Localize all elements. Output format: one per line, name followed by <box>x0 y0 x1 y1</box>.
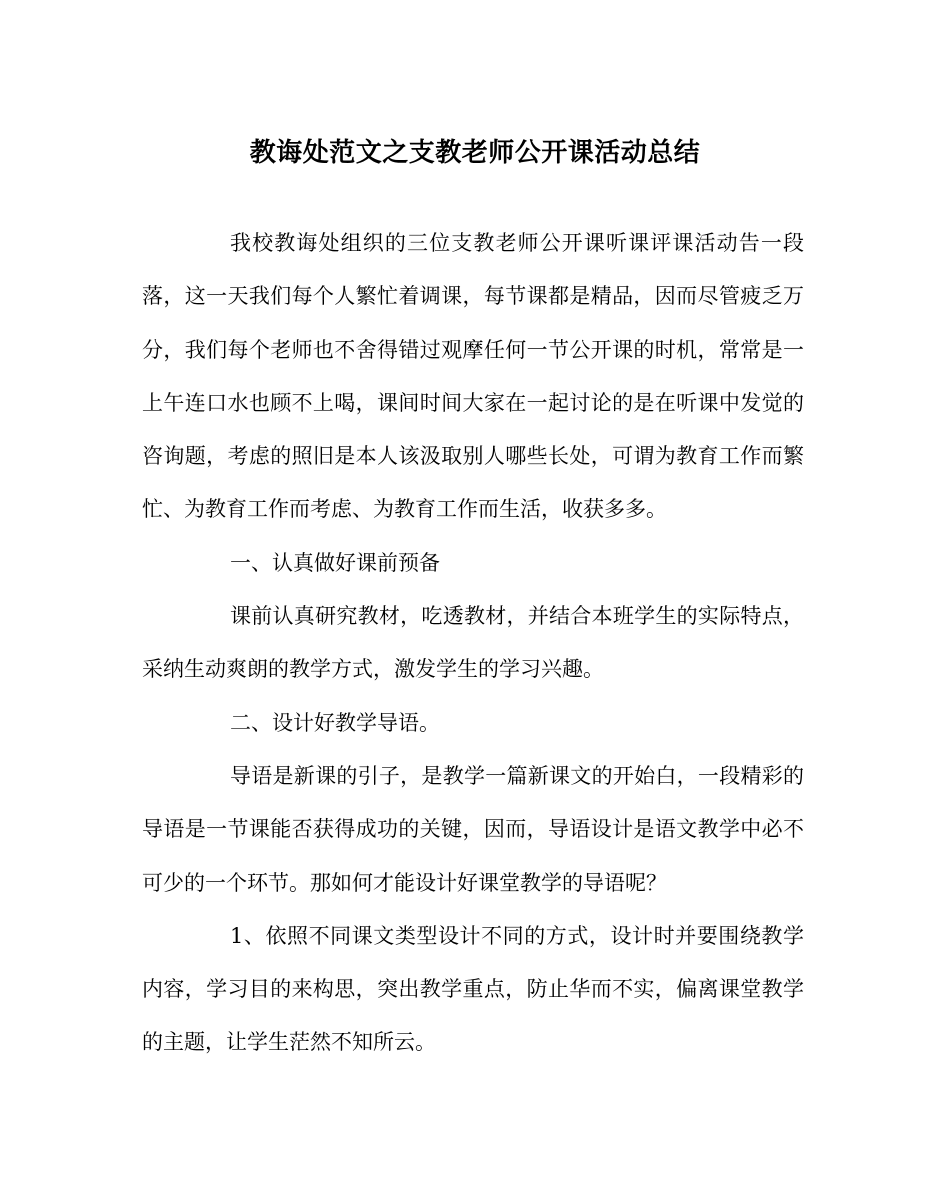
paragraph-section-1: 课前认真研究教材，吃透教材，并结合本班学生的实际特点，采纳生动爽朗的教学方式，激发学生的学习兴趣。 <box>142 604 804 682</box>
section-heading-2: 二、设计好教学导语。 <box>230 710 440 735</box>
paragraph-point-1: 1、依照不同课文类型设计不同的方式，设计时并要围绕教学内容，学习目的来构思，突出教学重点，防止华而不实，偏离课堂教学的主题，让学生茫然不知所云。 <box>142 923 804 1055</box>
document-title: 教诲处范文之支教老师公开课活动总结 <box>249 138 701 168</box>
document-body <box>142 217 804 1070</box>
paragraph-intro: 我校教诲处组织的三位支教老师公开课听课评课活动告一段落，这一天我们每个人繁忙着调课，每节课都是精品，因而尽管疲乏万分，我们每个老师也不舍得错过观摩任何一节公开课的时机，常常是一上午连口水也顾不上喝，课间时间大家在一起讨论的是在听课中发觉的咨询题，考虑的照旧是本人该汲取别人哪些长处，可谓为教育工作而繁忙、为教育工作而考虑、为教育工作而生活，收获多多。 <box>142 231 804 522</box>
paragraph-section-2: 导语是新课的引子，是教学一篇新课文的开始白，一段精彩的导语是一节课能否获得成功的关键，因而，导语设计是语文教学中必不可少的一个环节。那如何才能设计好课堂教学的导语呢？ <box>142 763 804 895</box>
section-heading-1: 一、认真做好课前预备 <box>230 550 440 575</box>
